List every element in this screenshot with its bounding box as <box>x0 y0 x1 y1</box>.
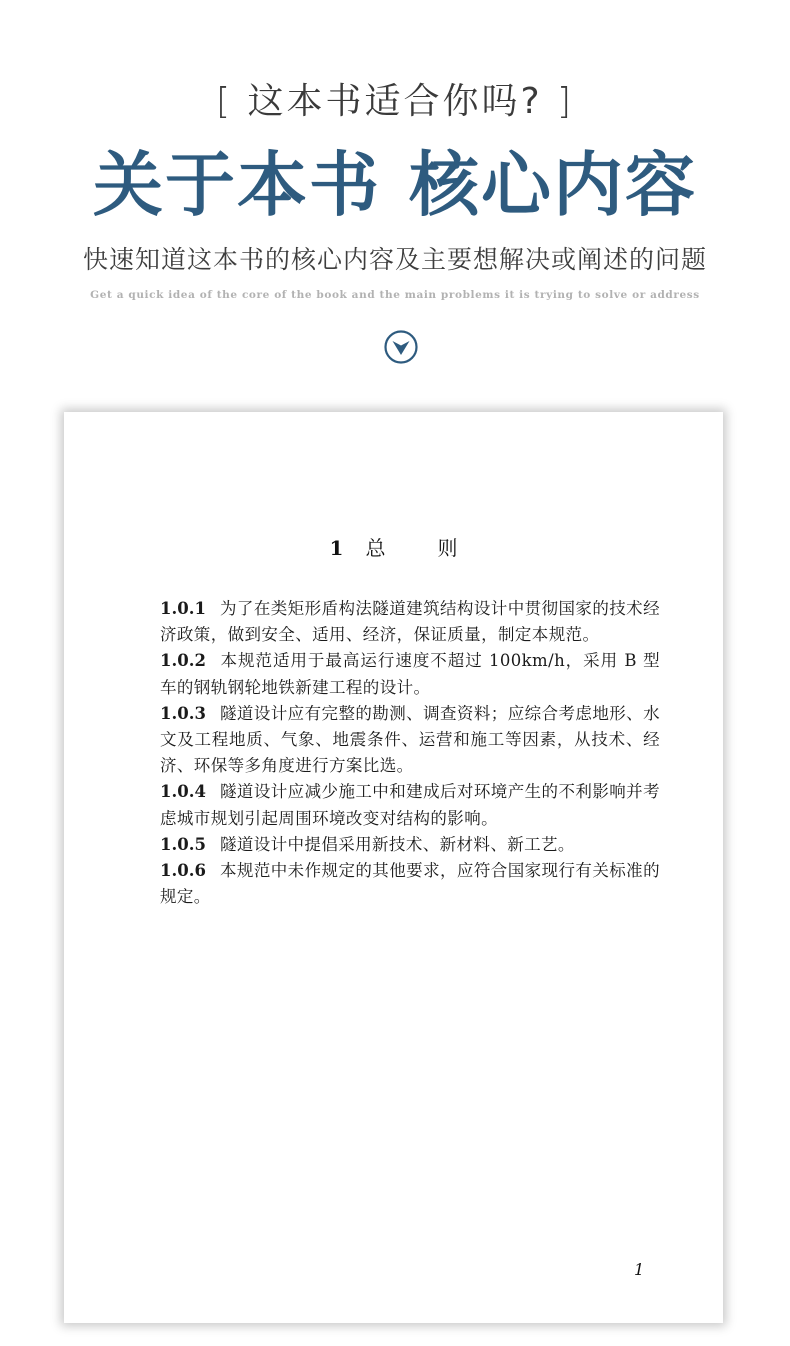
close-bracket: ] <box>557 81 575 122</box>
title-part-core-content: 核心内容 <box>409 143 697 226</box>
clause-number: 1.0.3 <box>160 703 206 723</box>
clause-item <box>160 858 660 910</box>
clause-item <box>160 648 660 700</box>
chevron-down-circle-icon[interactable] <box>383 329 419 365</box>
clause-text: 为了在类矩形盾构法隧道建筑结构设计中贯彻国家的技术经济政策，做到安全、适用、经济，保证质量，制定本规范。 <box>160 599 660 645</box>
question-heading <box>0 78 790 126</box>
subtitle-english: Get a quick idea of the core of the book and the main problems it is trying to solve or address <box>90 289 700 301</box>
chapter-title-word2: 则 <box>437 536 458 560</box>
clause-number: 1.0.4 <box>160 782 206 802</box>
question-text: 这本书适合你吗? <box>247 81 543 122</box>
chapter-number: 1 <box>329 536 344 560</box>
chapter-title-word1: 总 <box>365 536 386 560</box>
clause-number: 1.0.6 <box>160 861 206 881</box>
clause-number: 1.0.2 <box>160 651 206 671</box>
clause-text: 隧道设计中提倡采用新技术、新材料、新工艺。 <box>219 834 575 854</box>
subtitle-chinese: 快速知道这本书的核心内容及主要想解决或阐述的问题 <box>82 245 707 274</box>
clause-text: 隧道设计应有完整的勘测、调查资料；应综合考虑地形、水文及工程地质、气象、地震条件、运营和施工等因素，从技术、经济、环保等多角度进行方案比选。 <box>160 703 660 776</box>
clause-number: 1.0.1 <box>160 599 206 618</box>
clause-item <box>160 832 660 858</box>
book-page-preview <box>64 412 723 1323</box>
page-number: 1 <box>634 1260 645 1279</box>
clause-list <box>160 596 660 910</box>
clause-text: 本规范适用于最高运行速度不超过 100km/h，采用 B 型车的钢轨钢轮地铁新建工程的设计。 <box>160 651 660 697</box>
main-title <box>0 140 790 230</box>
open-bracket: [ <box>215 81 233 122</box>
clause-number: 1.0.5 <box>160 834 206 854</box>
clause-item <box>160 596 660 648</box>
title-part-about-book: 关于本书 <box>93 143 381 226</box>
clause-text: 本规范中未作规定的其他要求，应符合国家现行有关标准的规定。 <box>160 861 660 907</box>
clause-text: 隧道设计应减少施工中和建成后对环境产生的不利影响并考虑城市规划引起周围环境改变对结构的影响。 <box>160 782 660 828</box>
clause-item <box>160 779 660 831</box>
promo-header <box>0 0 790 400</box>
clause-item <box>160 701 660 780</box>
chapter-title <box>64 534 723 562</box>
